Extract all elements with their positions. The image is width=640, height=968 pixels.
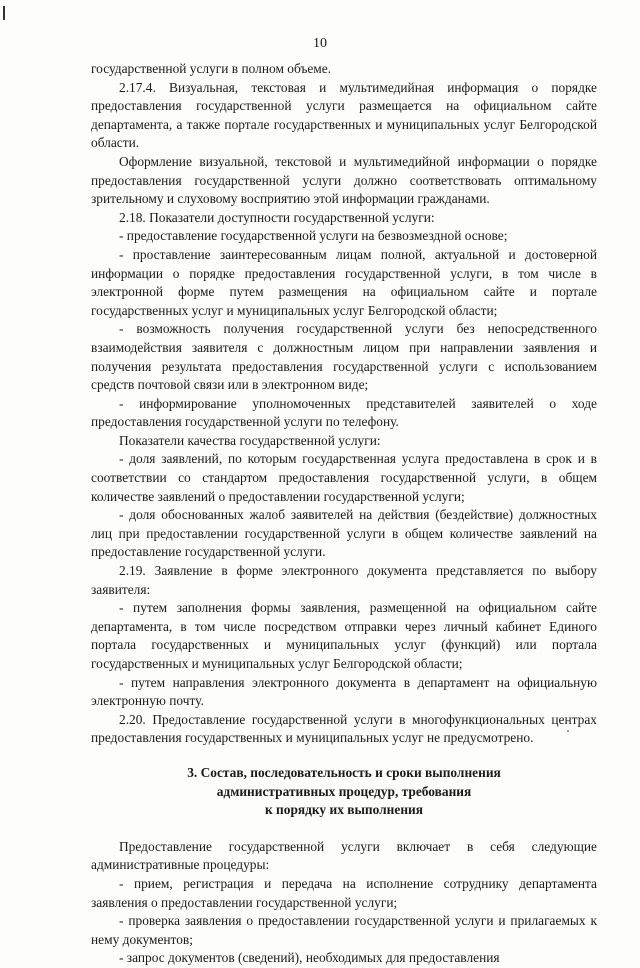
paragraph: Оформление визуальной, текстовой и мультимедийной информации о порядке предоставления государственной услуги должно соответствовать оптимальному зрительному и слуховому восприятию этой информации гражданами. xyxy=(91,153,597,207)
paragraph: - возможность получения государственной услуги без непосредственного взаимодействия заявителя с должностным лицом при направлении заявления и получения результата предоставления государственной услуги с использованием средств почтовой связи или в электронном виде; xyxy=(91,321,597,393)
section-heading-line-1: 3. Состав, последовательность и сроки выполнения xyxy=(187,764,501,780)
page-number: 10 xyxy=(313,36,327,51)
paragraph: - предоставление государственной услуги на безвозмездной основе; xyxy=(119,228,508,244)
paragraph-block-b xyxy=(91,838,597,968)
paragraph-block-a xyxy=(91,60,597,748)
document-body xyxy=(91,60,597,968)
paragraph: 2.20. Предоставление государственной услуги в многофункциональных центрах предоставления государственных и муниципальных услуг не предусмотрено. xyxy=(91,711,597,746)
paragraph: Показатели качества государственной услуги: xyxy=(119,432,381,448)
paragraph: - доля обоснованных жалоб заявителей на действия (бездействие) должностных лиц при предоставлении государственной услуги в общем количестве заявлений на предоставление государственной услуги. xyxy=(91,507,597,560)
paragraph: 2.19. Заявление в форме электронного документа представляется по выбору заявителя: xyxy=(91,563,597,597)
paragraph: - запрос документов (сведений), необходимых для предоставления xyxy=(119,950,500,966)
section-heading xyxy=(91,764,597,820)
paragraph: Предоставление государственной услуги включает в себя следующие административные процедуры: xyxy=(91,838,597,873)
paragraph: - путем заполнения формы заявления, размещенной на официальном сайте департамента, в том числе посредством отправки через личный кабинет Единого портала государственных и муниципальных услуг (функций) или портала государственных и муниципальных услуг Белгородской области; xyxy=(91,600,597,671)
paragraph: государственной услуги в полном объеме. xyxy=(91,61,332,76)
section-heading-line-2: административных процедур, требования xyxy=(216,783,472,799)
paragraph: - доля заявлений, по которым государственная услуга предоставлена в срок и в соответствии со стандартом предоставления государственной услуги, в общем количестве заявлений о предоставлении государственной услуги; xyxy=(91,451,597,504)
paragraph: 2.17.4. Визуальная, текстовая и мультимедийная информация о порядке предоставления государственной услуги размещается на официальном сайте департамента, а также портале государственных и муниципальных услуг Белгородской области. xyxy=(91,79,597,151)
paragraph: - информирование уполномоченных представителей заявителей о ходе предоставления государственной услуги по телефону. xyxy=(91,395,597,430)
paragraph: 2.18. Показатели доступности государственной услуги: xyxy=(119,209,435,225)
paragraph: - проставление заинтересованным лицам полной, актуальной и достоверной информации о порядке предоставления государственной услуги, в том числе в электронной форме путем размещения на официальном сайте и портале государственных услуг и муниципальных услуг Белгородской области; xyxy=(91,246,597,318)
scan-speck xyxy=(567,730,569,732)
paragraph: - путем направления электронного документа в департамент на официальную электронную почту. xyxy=(91,674,597,709)
paragraph: - прием, регистрация и передача на исполнение сотруднику департамента заявления о предоставлении государственной услуги; xyxy=(91,875,597,910)
section-heading-line-3: к порядку их выполнения xyxy=(264,802,424,818)
paragraph: - проверка заявления о предоставлении государственной услуги и прилагаемых к нему документов; xyxy=(91,913,597,947)
scan-edge-mark xyxy=(3,6,5,20)
